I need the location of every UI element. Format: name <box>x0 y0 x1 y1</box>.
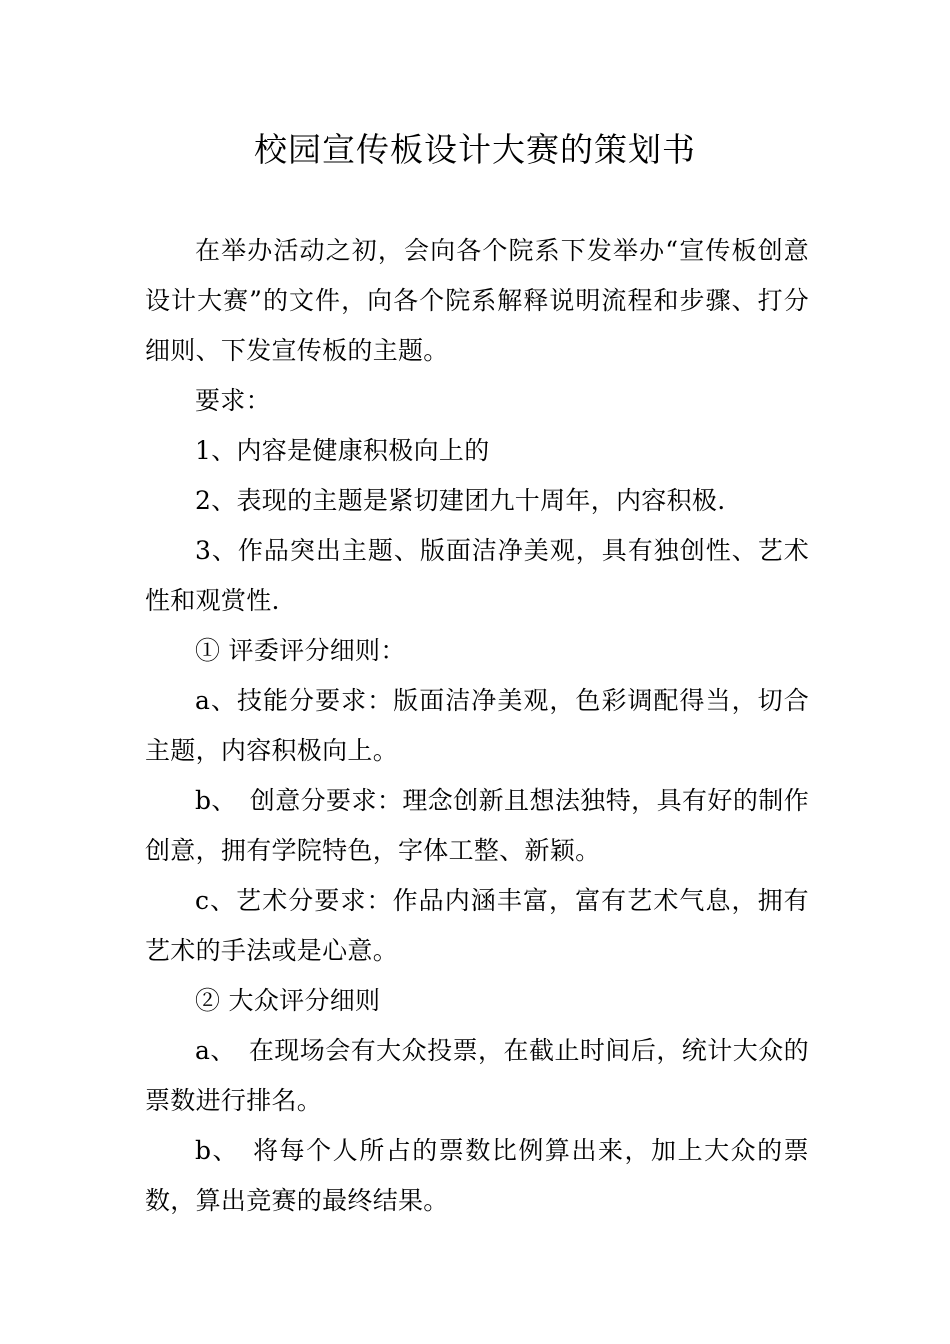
judge-scoring-item: a、技能分要求：版面洁净美观，色彩调配得当，切合主题，内容积极向上。 <box>145 686 809 765</box>
public-scoring-item: a、 在现场会有大众投票，在截止时间后，统计大众的票数进行排名。 <box>145 1036 809 1115</box>
intro-paragraph: 在举办活动之初，会向各个院系下发举办“宣传板创意设计大赛”的文件，向各个院系解释说明流程和步骤、打分细则、下发宣传板的主题。 <box>145 236 809 365</box>
requirement-item: 3、作品突出主题、版面洁净美观，具有独创性、艺术性和观赏性. <box>145 536 809 615</box>
public-scoring-heading: ② 大众评分细则 <box>195 986 381 1015</box>
requirements-heading: 要求： <box>195 386 271 415</box>
document-title: 校园宣传板设计大赛的策划书 <box>254 130 696 169</box>
public-scoring-item: b、 将每个人所占的票数比例算出来，加上大众的票数，算出竞赛的最终结果。 <box>145 1136 809 1215</box>
judge-scoring-heading: ① 评委评分细则： <box>195 636 406 665</box>
requirement-item: 1、内容是健康积极向上的 <box>195 436 490 465</box>
document-body <box>145 226 809 1226</box>
requirement-item: 2、表现的主题是紧切建团九十周年，内容积极. <box>195 486 726 515</box>
judge-scoring-item: c、艺术分要求：作品内涵丰富，富有艺术气息，拥有艺术的手法或是心意。 <box>145 886 809 965</box>
judge-scoring-item: b、 创意分要求：理念创新且想法独特，具有好的制作创意，拥有学院特色，字体工整、新颖。 <box>145 786 809 865</box>
